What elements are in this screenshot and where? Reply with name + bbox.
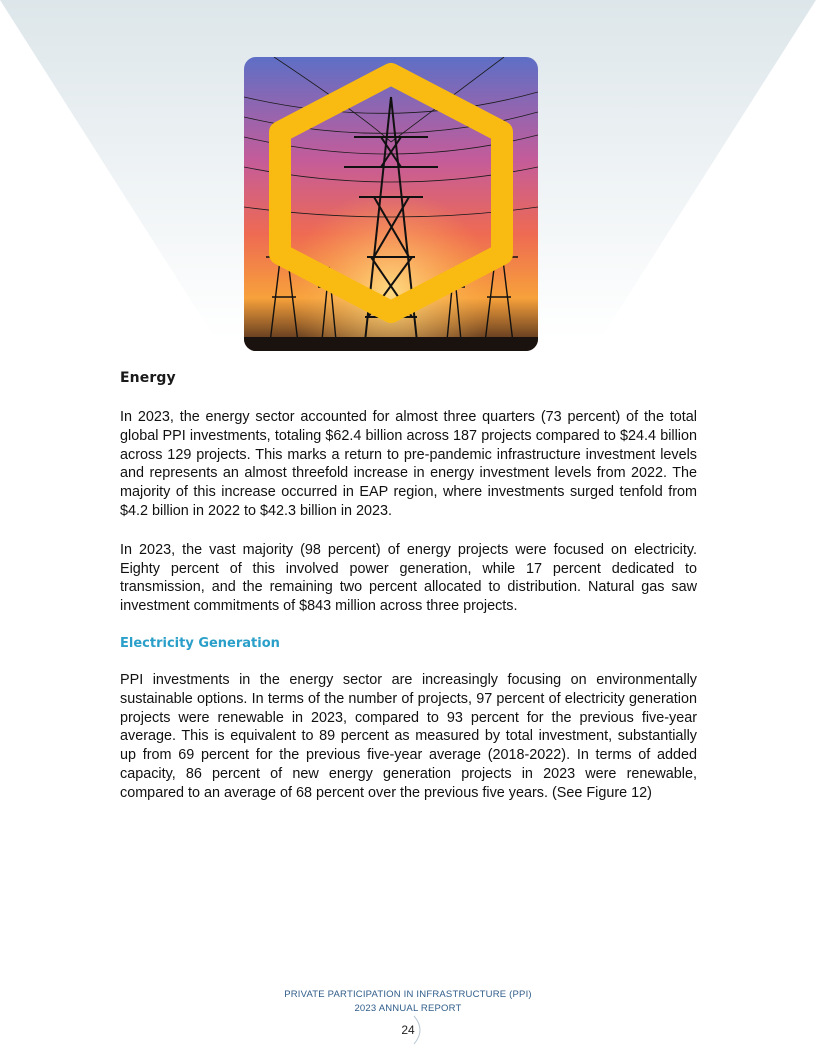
power-tower-hexagon-icon [244, 57, 538, 351]
content [120, 370, 697, 823]
section-heading: Energy [120, 370, 176, 386]
footer-subtitle: 2023 ANNUAL REPORT [354, 1003, 462, 1014]
footer-title: PRIVATE PARTICIPATION IN INFRASTRUCTURE (PPI) [284, 989, 532, 1000]
paragraph: PPI investments in the energy sector are increasingly focusing on environmentally sustainable options. In terms of the number of projects, 97 percent of electricity generation projects were renewable in 2023, compared to 93 percent for the previous five-year average. This is equivalent to 89 percent as measured by total investment, substantially up from 69 percent for the previous five-year average (2018-2022). In terms of added capacity, 86 percent of new energy generation projects in 2023 were renewable, compared to an average of 68 percent over the previous five years. (See Figure 12) [120, 671, 697, 801]
paragraph: In 2023, the energy sector accounted for almost three quarters (73 percent) of the total global PPI investments, totaling $62.4 billion across 187 projects compared to $24.4 billion across 129 projects. This marks a return to pre-pandemic infrastructure investment levels and represents an almost threefold increase in energy investment levels from 2022. The majority of this increase occurred in EAP region, where investments surged tenfold from $4.2 billion in 2022 to $42.3 billion in 2023. [120, 409, 697, 519]
hero-image [244, 57, 538, 351]
subsection-heading: Electricity Generation [120, 635, 280, 651]
page-number: 24 [401, 1023, 415, 1037]
paragraph: In 2023, the vast majority (98 percent) of energy projects were focused on electricity. Eighty percent of this involved power generation, while 17 percent dedicated to transmission, and the remaining two percent allocated to distribution. Natural gas saw investment commitments of $843 million across three projects. [120, 541, 697, 615]
